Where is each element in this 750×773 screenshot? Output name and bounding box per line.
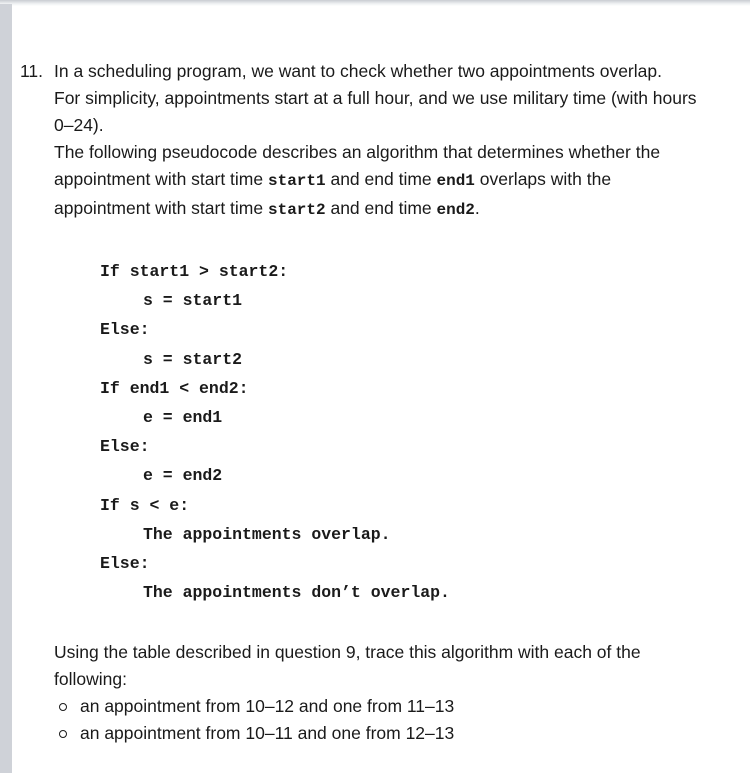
instructions-line: Using the table described in question 9, trace this algorithm with each of the	[54, 642, 641, 663]
question-text-line: The following pseudocode describes an algorithm that determines whether the	[54, 142, 661, 162]
code-line: If start1 > start2:	[100, 262, 289, 281]
text-segment: appointment with start time	[54, 198, 268, 218]
list-item	[54, 720, 730, 747]
instructions	[54, 639, 730, 747]
text-segment: overlaps with the	[474, 169, 612, 189]
inline-code-end1: end1	[436, 172, 475, 190]
top-edge-shadow	[0, 0, 750, 6]
list-item-text: an appointment from 10–12 and one from 11–13	[80, 696, 455, 717]
inline-code-start1: start1	[267, 172, 326, 190]
inline-code-start2: start2	[267, 201, 326, 219]
text-segment: and end time	[325, 198, 437, 218]
question-text-line: In a scheduling program, we want to check whether two appointments overlap.	[54, 61, 662, 81]
text-segment: and end time	[325, 169, 437, 189]
code-line: s = start1	[143, 291, 243, 311]
code-line: Else:	[100, 554, 150, 574]
code-line: Else:	[100, 437, 150, 457]
question-text-line	[54, 166, 730, 195]
code-line: The appointments overlap.	[143, 524, 391, 544]
question-text-line: 0–24).	[54, 115, 104, 135]
inline-code-end2: end2	[436, 201, 475, 219]
question-text-line: For simplicity, appointments start at a full hour, and we use military time (with hours	[54, 88, 697, 108]
code-line: If end1 < end2:	[100, 378, 249, 398]
text-segment: appointment with start time	[54, 169, 268, 189]
question-number: 11.	[20, 61, 44, 81]
question-block	[20, 58, 730, 747]
question-text-line	[54, 195, 730, 224]
code-line: Else:	[100, 320, 150, 340]
list-item	[54, 693, 730, 720]
code-line: e = end1	[143, 408, 223, 428]
trace-case-list	[54, 693, 730, 747]
list-item-text: an appointment from 10–11 and one from 12–13	[80, 723, 455, 744]
code-line: The appointments don’t overlap.	[143, 583, 450, 603]
code-line: s = start2	[143, 349, 243, 369]
question-body	[54, 58, 730, 747]
pseudocode-block	[100, 257, 730, 607]
instructions-line: following:	[54, 669, 127, 690]
left-margin-rail	[0, 4, 12, 773]
text-segment: .	[474, 198, 480, 218]
hollow-bullet-icon	[59, 703, 67, 711]
code-line: If s < e:	[100, 495, 190, 515]
code-line: e = end2	[143, 466, 223, 486]
hollow-bullet-icon	[59, 730, 67, 738]
